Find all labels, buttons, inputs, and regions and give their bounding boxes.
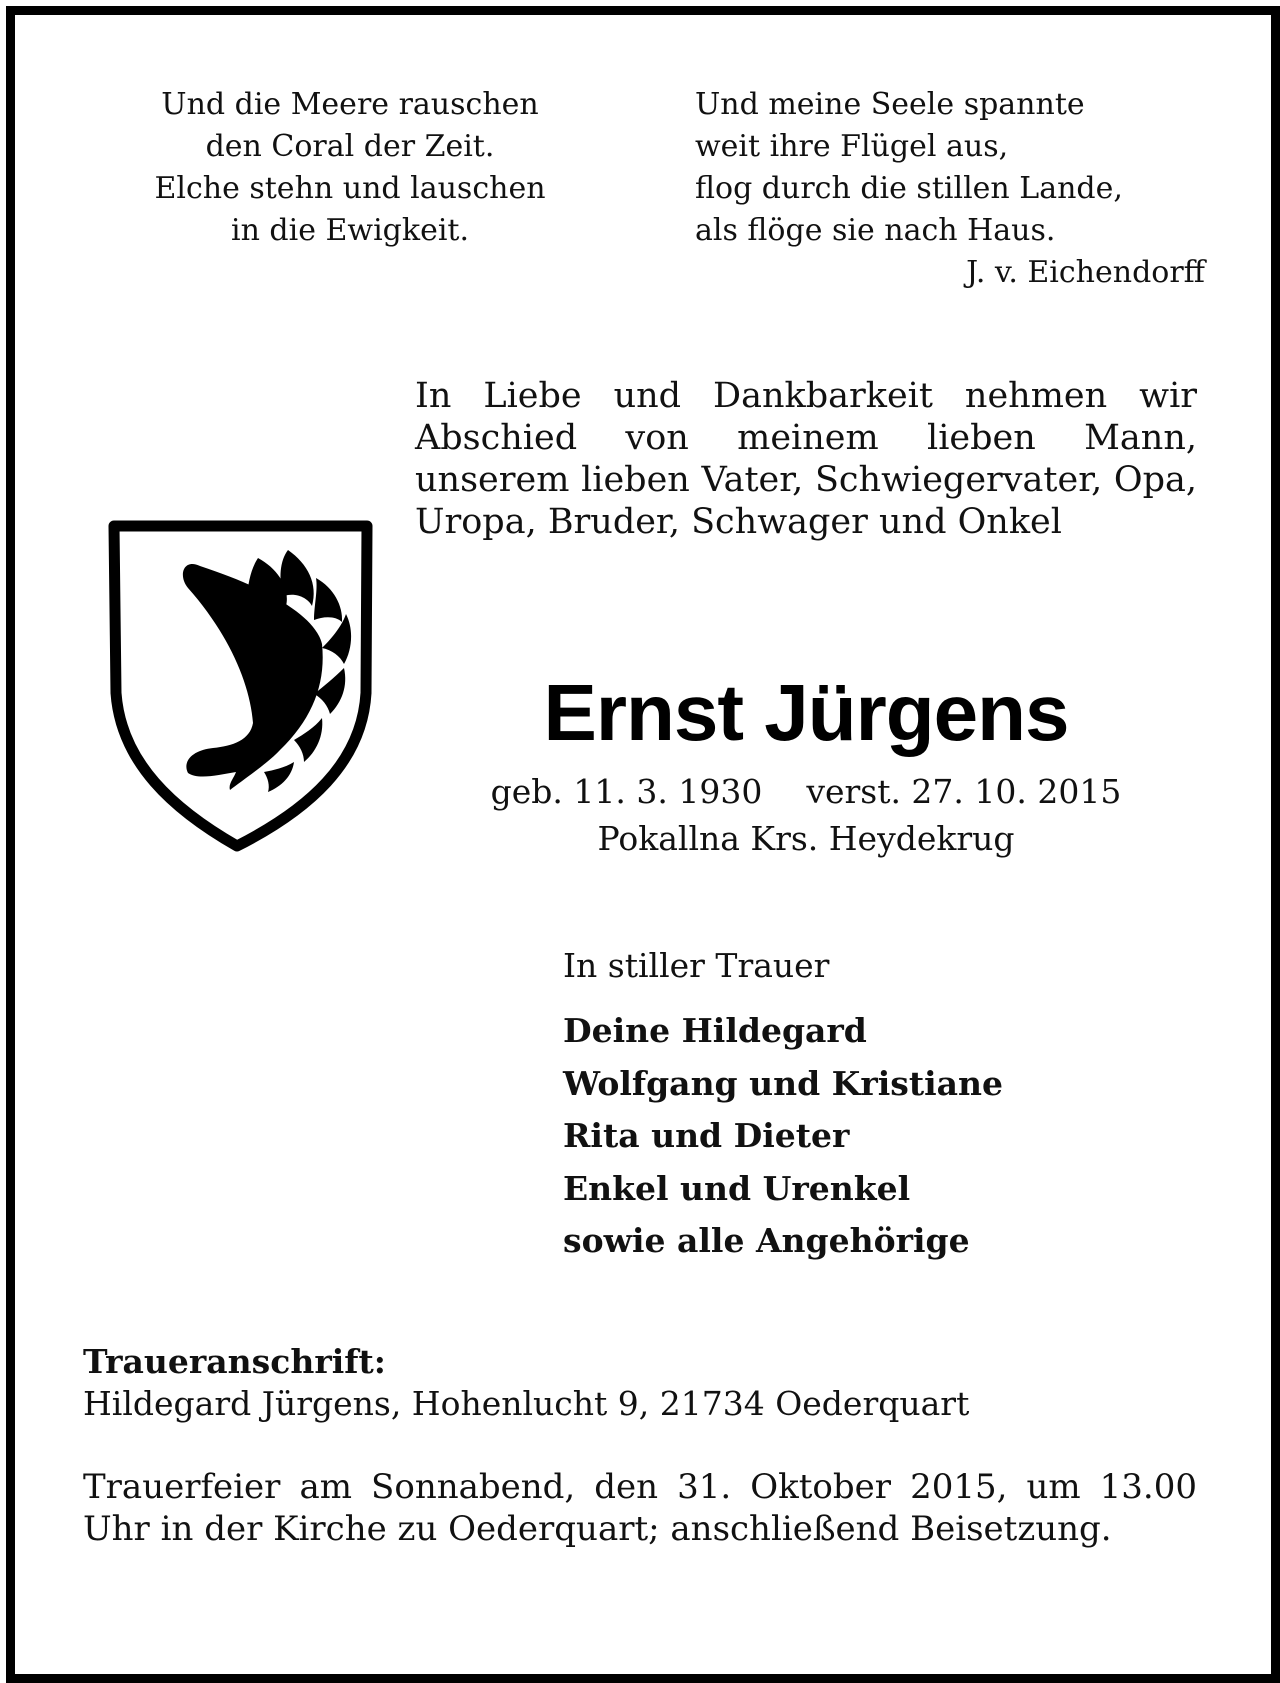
poem-author: J. v. Eichendorff xyxy=(966,255,1205,290)
birth-date: geb. 11. 3. 1930 xyxy=(490,772,763,811)
poem-left-line: in die Ewigkeit. xyxy=(230,213,470,248)
address-label: Traueranschrift: xyxy=(83,1342,386,1381)
birthplace: Pokallna Krs. Heydekrug xyxy=(597,819,1015,858)
poem-right-line: weit ihre Flügel aus, xyxy=(695,129,1009,164)
deceased-name: Ernst Jürgens xyxy=(543,668,1069,757)
life-dates xyxy=(415,770,1197,814)
mourner-name: Wolfgang und Kristiane xyxy=(563,1063,1004,1103)
mourner-name: Rita und Dieter xyxy=(563,1116,850,1155)
poem-right-line: flog durch die stillen Lande, xyxy=(695,171,1123,206)
mourner-name: Enkel und Urenkel xyxy=(563,1168,911,1208)
poem-left-line: Und die Meere rauschen xyxy=(161,87,539,122)
mourner-name: Deine Hildegard xyxy=(563,1011,867,1050)
poem-left xyxy=(90,84,610,252)
mourners-intro: In stiller Trauer xyxy=(563,946,830,985)
death-date: verst. 27. 10. 2015 xyxy=(806,772,1122,811)
poem-right-line: als flöge sie nach Haus. xyxy=(695,213,1056,248)
mourner-name: sowie alle Angehörige xyxy=(563,1221,970,1260)
intro-text: In Liebe und Dankbarkeit nehmen wir Abschied von meinem lieben Mann, unserem lieben Vater, Schwiegervater, Opa, Uropa, Bruder, Schwager und Onkel xyxy=(415,376,1197,542)
poem-right-line: Und meine Seele spannte xyxy=(695,87,1085,122)
mourners-list xyxy=(563,1005,1003,1268)
poem-left-line: Elche stehn und lauschen xyxy=(154,171,546,206)
poem-right xyxy=(695,84,1205,294)
ceremony-text: Trauerfeier am Sonnabend, den 31. Oktober 2015, um 13.00 Uhr in der Kirche zu Oederquart; anschließend Beisetzung. xyxy=(83,1467,1197,1549)
elk-antler-shield-icon xyxy=(108,518,373,853)
mourning-address: Hildegard Jürgens, Hohenlucht 9, 21734 Oederquart xyxy=(83,1384,970,1423)
poem-left-line: den Coral der Zeit. xyxy=(205,129,495,164)
